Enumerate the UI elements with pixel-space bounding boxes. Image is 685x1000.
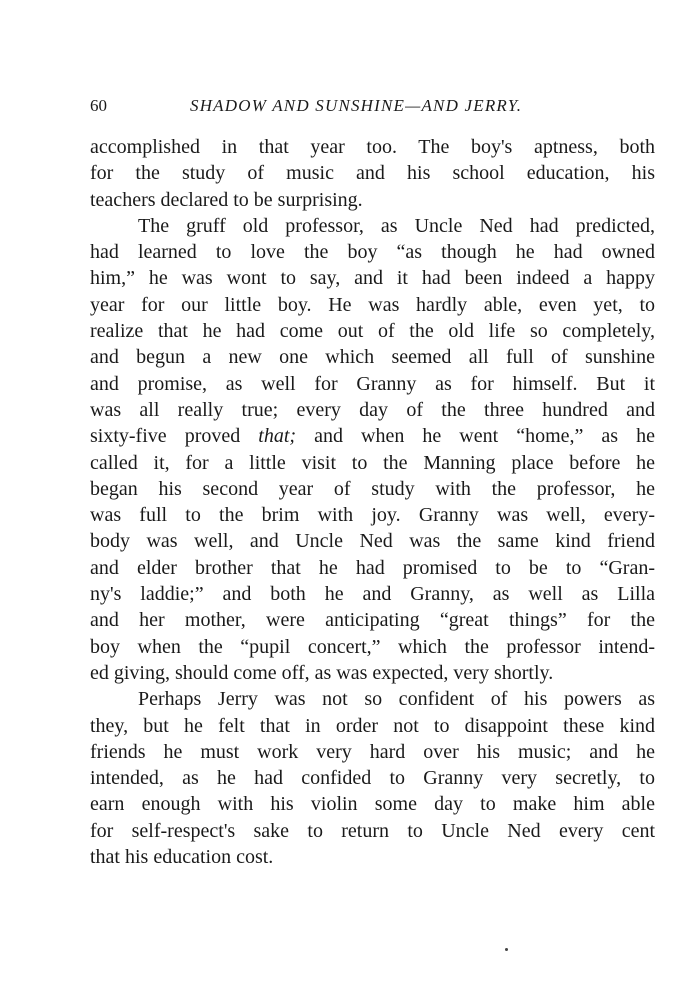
text-line: The gruff old professor, as Uncle Ned had predicted, <box>138 214 655 237</box>
body-text <box>90 134 655 870</box>
text-line: earn enough with his violin some day to make him able <box>90 793 655 816</box>
text-line: realize that he had come out of the old life so completely, <box>90 320 655 343</box>
text-line: him,” he was wont to say, and it had been indeed a happy <box>90 267 655 290</box>
text-line: for the study of music and his school education, his <box>90 162 655 185</box>
text-line: for self-respect's sake to return to Uncle Ned every cent <box>90 819 655 842</box>
text-line: ed giving, should come off, as was expected, very shortly. <box>90 661 554 684</box>
text-line: boy when the “pupil concert,” which the professor intend- <box>90 635 655 658</box>
text-line: began his second year of study with the professor, he <box>90 477 655 500</box>
text-line: called it, for a little visit to the Manning place before he <box>90 451 655 474</box>
text-line: teachers declared to be surprising. <box>90 188 363 211</box>
text-line: body was well, and Uncle Ned was the same kind friend <box>90 530 655 553</box>
text-line: they, but he felt that in order not to disappoint these kind <box>90 714 655 737</box>
text-line: sixty-five proved that; and when he went “home,” as he <box>90 425 655 448</box>
print-speck <box>505 948 508 951</box>
running-title: SHADOW AND SUNSHINE—AND JERRY. <box>190 96 523 115</box>
paragraph <box>90 213 655 686</box>
text-line: and promise, as well for Granny as for himself. But it <box>90 372 655 395</box>
text-line: and elder brother that he had promised to be to “Gran- <box>90 556 655 579</box>
page-number: 60 <box>90 96 107 115</box>
text-line: was full to the brim with joy. Granny was well, every- <box>90 504 655 527</box>
text-line: and her mother, were anticipating “great things” for the <box>90 609 655 632</box>
text-line: was all really true; every day of the three hundred and <box>90 398 655 421</box>
text-line: intended, as he had confided to Granny very secretly, to <box>90 767 655 790</box>
text-line: Perhaps Jerry was not so confident of his powers as <box>138 688 655 711</box>
text-line: and begun a new one which seemed all full of sunshine <box>90 346 655 369</box>
paragraph <box>90 686 655 870</box>
text-line: year for our little boy. He was hardly able, even yet, to <box>90 293 655 316</box>
text-line: that his education cost. <box>90 846 274 869</box>
text-line: accomplished in that year too. The boy's aptness, both <box>90 136 655 158</box>
text-line: friends he must work very hard over his music; and he <box>90 740 655 763</box>
page-header <box>90 96 565 122</box>
text-line: had learned to love the boy “as though he had owned <box>90 241 655 264</box>
emphasized-word: that; <box>258 425 297 448</box>
paragraph <box>90 134 655 213</box>
text-line: ny's laddie;” and both he and Granny, as well as Lilla <box>90 583 655 606</box>
